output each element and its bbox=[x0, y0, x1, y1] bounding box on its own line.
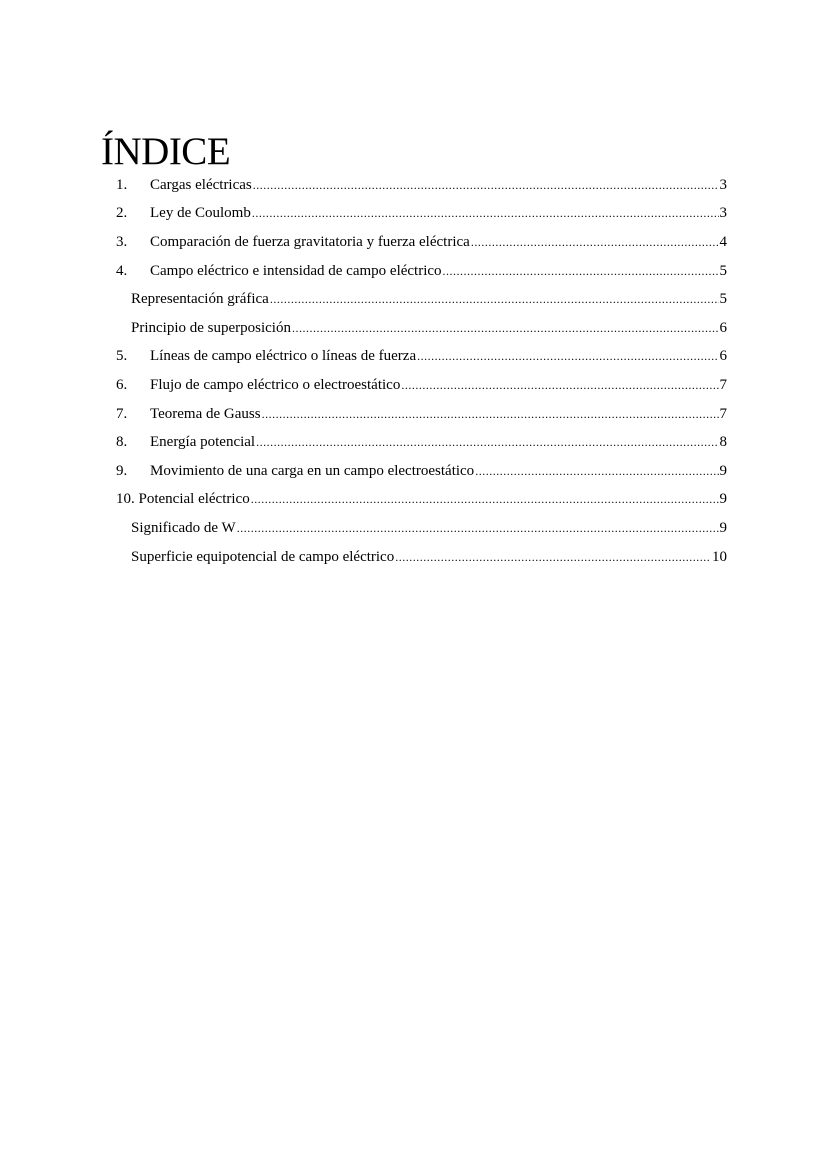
toc-entry-superficie-equipotencial[interactable] bbox=[0, 543, 828, 572]
toc-entry-label: Principio de superposición bbox=[131, 319, 291, 336]
toc-entry-comparacion-fuerzas[interactable] bbox=[0, 228, 828, 257]
toc-entry-label: Movimiento de una carga en un campo electroestático bbox=[150, 462, 475, 479]
toc-entry-page: 9 bbox=[719, 462, 727, 479]
toc-entry-label: Energía potencial bbox=[150, 434, 256, 451]
toc-entry-number: 7. bbox=[116, 405, 128, 422]
dot-leader bbox=[270, 293, 719, 305]
toc-entry-page: 7 bbox=[719, 376, 727, 393]
toc-entry-significado-de-w[interactable] bbox=[0, 514, 828, 543]
toc-entry-page: 9 bbox=[719, 519, 727, 536]
dot-leader bbox=[471, 236, 719, 248]
toc-entry-label: Superficie equipotencial de campo eléctrico bbox=[131, 548, 395, 565]
toc-title: ÍNDICE bbox=[101, 130, 231, 173]
toc-entry-label: Significado de W bbox=[131, 519, 236, 536]
toc-entry-representacion-grafica[interactable] bbox=[0, 285, 828, 314]
dot-leader bbox=[251, 493, 719, 505]
toc-entry-page: 6 bbox=[719, 319, 727, 336]
toc-entry-page: 10 bbox=[712, 548, 727, 565]
dot-leader bbox=[237, 522, 719, 534]
toc-entry-label: Comparación de fuerza gravitatoria y fuerza eléctrica bbox=[150, 233, 470, 250]
toc-entry-label: Flujo de campo eléctrico o electroestático bbox=[150, 376, 401, 393]
toc-entry-label: Representación gráfica bbox=[131, 291, 269, 308]
toc-entry-page: 6 bbox=[719, 348, 727, 365]
dot-leader bbox=[252, 207, 719, 219]
toc-entry-page: 5 bbox=[719, 291, 727, 308]
dot-leader bbox=[401, 379, 718, 391]
toc-entry-number: 6. bbox=[116, 376, 128, 393]
toc-entry-page: 7 bbox=[719, 405, 727, 422]
toc-entry-number: 2. bbox=[116, 205, 128, 222]
toc-entry-label: Líneas de campo eléctrico o líneas de fuerza bbox=[150, 348, 417, 365]
dot-leader bbox=[395, 551, 711, 563]
toc-entry-number: 5. bbox=[116, 348, 128, 365]
toc-entry-teorema-de-gauss[interactable] bbox=[0, 400, 828, 429]
toc-entry-number: 4. bbox=[116, 262, 128, 279]
dot-leader bbox=[256, 436, 718, 448]
dot-leader bbox=[443, 265, 719, 277]
toc-entry-flujo-de-campo[interactable] bbox=[0, 371, 828, 400]
toc-entry-page: 4 bbox=[719, 233, 727, 250]
toc-entry-page: 8 bbox=[719, 434, 727, 451]
toc-entry-cargas-electricas[interactable] bbox=[0, 171, 828, 200]
dot-leader bbox=[253, 179, 719, 191]
toc-entry-number: 3. bbox=[116, 233, 128, 250]
dot-leader bbox=[417, 350, 718, 362]
toc-entry-number: 8. bbox=[116, 434, 128, 451]
toc-entry-label: Teorema de Gauss bbox=[150, 405, 261, 422]
table-of-contents bbox=[0, 171, 828, 571]
dot-leader bbox=[292, 322, 719, 334]
toc-entry-page: 5 bbox=[719, 262, 727, 279]
toc-entry-page: 3 bbox=[719, 176, 727, 193]
toc-entry-movimiento-de-carga[interactable] bbox=[0, 457, 828, 486]
toc-entry-label: Cargas eléctricas bbox=[150, 176, 252, 193]
toc-entry-energia-potencial[interactable] bbox=[0, 428, 828, 457]
toc-entry-number: 9. bbox=[116, 462, 128, 479]
toc-entry-page: 9 bbox=[719, 491, 727, 508]
dot-leader bbox=[262, 408, 719, 420]
toc-entry-label: Ley de Coulomb bbox=[150, 205, 251, 222]
toc-entry-page: 3 bbox=[719, 205, 727, 222]
toc-entry-number: 1. bbox=[116, 176, 128, 193]
toc-entry-campo-electrico[interactable] bbox=[0, 257, 828, 286]
toc-entry-label: 10. Potencial eléctrico bbox=[116, 491, 250, 508]
toc-entry-potencial-electrico[interactable] bbox=[0, 486, 828, 515]
dot-leader bbox=[475, 465, 718, 477]
toc-entry-lineas-de-campo[interactable] bbox=[0, 343, 828, 372]
toc-entry-principio-superposicion[interactable] bbox=[0, 314, 828, 343]
toc-entry-ley-de-coulomb[interactable] bbox=[0, 200, 828, 229]
toc-entry-label: Campo eléctrico e intensidad de campo eléctrico bbox=[150, 262, 442, 279]
